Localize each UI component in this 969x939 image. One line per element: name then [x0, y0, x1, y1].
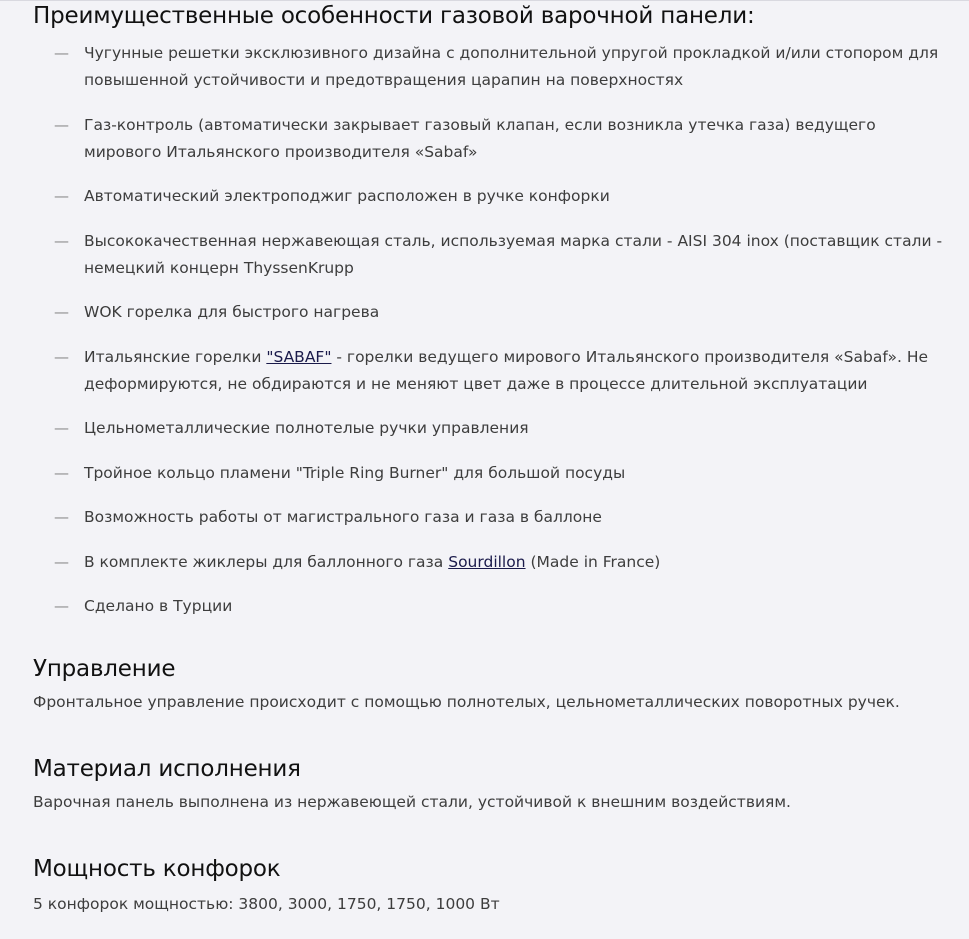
feature-text-before: В комплекте жиклеры для баллонного газа: [84, 552, 449, 571]
dash-bullet-icon: —: [54, 231, 69, 250]
material-heading: Материал исполнения: [33, 756, 301, 782]
feature-text: Газ-контроль (автоматически закрывает газовый клапан, если возникла утечка газа) ведущего мирового Итальянского производителя «Sabaf»: [84, 115, 876, 161]
feature-item: [33, 40, 953, 94]
dash-bullet-icon: —: [54, 463, 69, 482]
dash-bullet-icon: —: [54, 597, 69, 615]
feature-text: Возможность работы от магистрального газа и газа в баллоне: [84, 508, 602, 526]
feature-item: [33, 549, 953, 576]
feature-item: [33, 415, 953, 442]
dash-bullet-icon: —: [54, 419, 69, 437]
control-text: Фронтальное управление происходит с помощью полнотелых, цельнометаллических поворотных ручек.: [33, 693, 900, 711]
feature-item: [33, 299, 953, 326]
feature-text-after: - горелки ведущего мирового Итальянского производителя «Sabaf». Не деформируются, не обдираются и не меняют цвет даже в процессе длительной эксплуатации: [84, 347, 929, 393]
feature-item: [33, 228, 953, 282]
control-heading: Управление: [33, 656, 176, 682]
sourdillon-link[interactable]: Sourdillon: [448, 552, 526, 571]
feature-item: [33, 112, 953, 166]
feature-text: Высококачественная нержавеющая сталь, используемая марка стали - AISI 304 inox (поставщик стали - немецкий концерн ThyssenKrupp: [84, 231, 943, 277]
dash-bullet-icon: —: [54, 187, 69, 205]
features-list: [33, 40, 953, 620]
dash-bullet-icon: —: [54, 44, 69, 62]
feature-item: [33, 344, 953, 398]
dash-bullet-icon: —: [54, 347, 69, 366]
material-text: Варочная панель выполнена из нержавеющей стали, устойчивой к внешним воздействиям.: [33, 793, 791, 811]
power-text: 5 конфорок мощностью: 3800, 3000, 1750, 1750, 1000 Вт: [33, 895, 500, 913]
feature-text-after: (Made in France): [525, 552, 661, 571]
dash-bullet-icon: —: [54, 115, 69, 134]
features-heading: Преимущественные особенности газовой варочной панели:: [33, 3, 755, 29]
feature-text: Сделано в Турции: [84, 597, 233, 615]
feature-item: [33, 593, 953, 620]
feature-text: WOK горелка для быстрого нагрева: [84, 303, 380, 321]
feature-item: [33, 460, 953, 487]
power-heading: Мощность конфорок: [33, 856, 281, 882]
dash-bullet-icon: —: [54, 303, 69, 321]
feature-text: Автоматический электроподжиг расположен в ручке конфорки: [84, 187, 610, 205]
dash-bullet-icon: —: [54, 552, 69, 571]
feature-text: Цельнометаллические полнотелые ручки управления: [84, 419, 529, 437]
product-description: [33, 0, 953, 918]
feature-item: [33, 504, 953, 531]
feature-text: Тройное кольцо пламени "Triple Ring Burner" для большой посуды: [84, 463, 626, 482]
feature-text-before: Итальянские горелки: [84, 347, 267, 366]
sabaf-link[interactable]: "SABAF": [266, 347, 332, 366]
feature-text: Чугунные решетки эксклюзивного дизайна с дополнительной упругой прокладкой и/или стопором для повышенной устойчивости и предотвращения царапин на поверхностях: [84, 44, 939, 89]
feature-item: [33, 183, 953, 210]
dash-bullet-icon: —: [54, 508, 69, 526]
